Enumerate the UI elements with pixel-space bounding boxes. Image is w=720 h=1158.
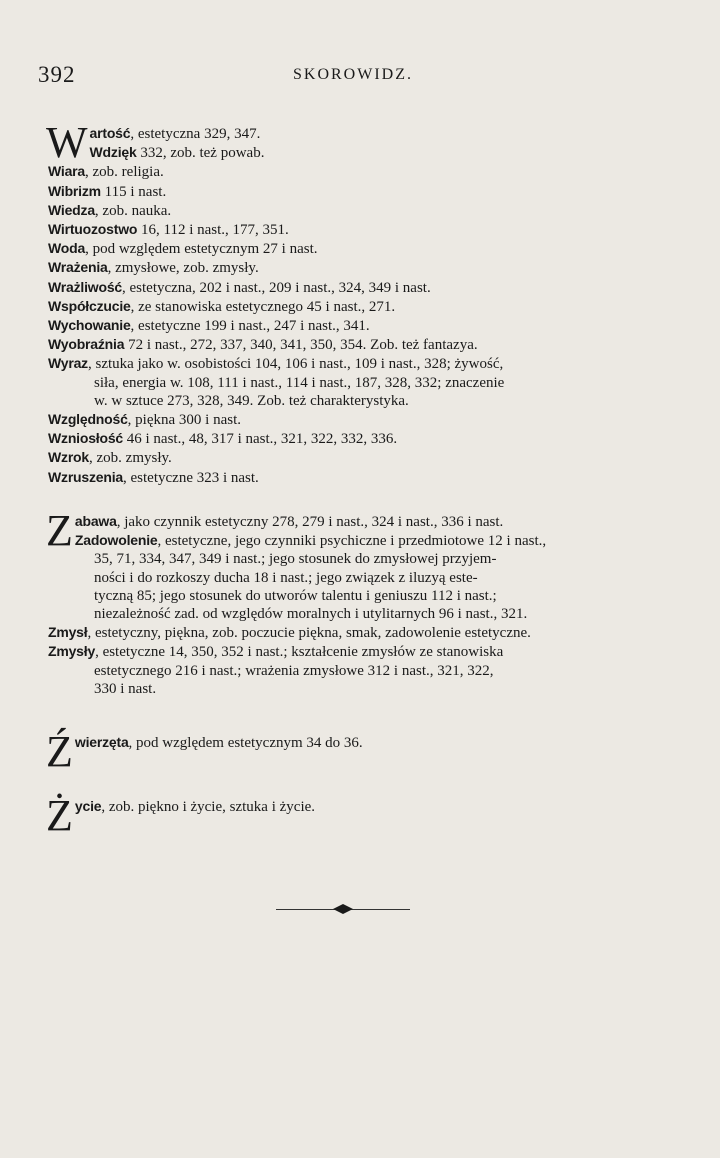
index-entry bbox=[46, 791, 648, 840]
index-entry bbox=[48, 642, 648, 698]
rule-ornament-icon bbox=[333, 904, 353, 914]
entry-text: 16, 112 i nast., 177, 351. bbox=[137, 222, 289, 239]
entry-text: , pod względem estetycznym 34 do 36. bbox=[128, 735, 363, 751]
entry-headword: Wzruszenia bbox=[48, 468, 124, 485]
entry-text: , estetyczne, jego czynniki psychiczne i przedmiotowe 12 i nast., bbox=[157, 533, 547, 550]
entry-headword: Współczucie bbox=[48, 297, 131, 314]
entry-headword: Woda bbox=[48, 240, 86, 257]
page-header bbox=[38, 62, 668, 92]
entry-headword: Wrażliwość bbox=[48, 278, 122, 295]
index-entry bbox=[48, 143, 648, 162]
index-entry bbox=[48, 448, 648, 467]
entry-text: 46 i nast., 48, 317 i nast., 321, 322, 332, 336. bbox=[123, 431, 398, 448]
entry-text: , zob. piękno i życie, sztuka i życie. bbox=[101, 799, 316, 815]
drop-initial: Ż bbox=[46, 791, 73, 840]
index-entry bbox=[48, 531, 648, 623]
index-entry bbox=[46, 727, 648, 776]
entry-text: , zmysłowe, zob. zmysły. bbox=[107, 260, 259, 277]
entry-text: , sztuka jako w. osobistości 104, 106 i nast., 109 i nast., 328; żywość, bbox=[87, 356, 504, 373]
entry-continuation: tyczną 85; jego stosunek do utworów talentu i geniuszu 112 i nast.; bbox=[94, 587, 497, 604]
entry-headword: Zadowolenie bbox=[74, 532, 158, 549]
index-entry bbox=[48, 354, 648, 410]
entry-headword: Wychowanie bbox=[48, 317, 131, 334]
entry-headword: Wirtuozostwo bbox=[48, 221, 138, 238]
index-entry bbox=[48, 623, 648, 642]
entry-headword: Zmysł bbox=[48, 624, 88, 641]
entry-text: 115 i nast. bbox=[100, 183, 167, 200]
entry-headword: Względność bbox=[48, 411, 128, 428]
entry-text: , jako czynnik estetyczny 278, 279 i nast., 324 i nast., 336 i nast. bbox=[116, 514, 504, 530]
entry-text: , estetyczne 323 i nast. bbox=[123, 469, 259, 486]
index-section-w bbox=[46, 118, 648, 487]
entry-headword: Zmysły bbox=[48, 643, 96, 660]
entry-text: , zob. nauka. bbox=[94, 202, 172, 219]
index-entry bbox=[48, 278, 648, 297]
entry-continuation: siła, energia w. 108, 111 i nast., 114 i nast., 187, 328, 332; znaczenie bbox=[94, 374, 505, 391]
entry-headword: wierzęta bbox=[74, 734, 129, 750]
entry-text: , zob. religia. bbox=[85, 164, 164, 181]
entry-headword: ycie bbox=[74, 798, 102, 814]
entry-text: , pod względem estetycznym 27 i nast. bbox=[85, 241, 318, 258]
entry-continuation: 35, 71, 334, 347, 349 i nast.; jego stosunek do zmysłowej przyjem- bbox=[94, 551, 497, 568]
index-entry bbox=[48, 410, 648, 429]
entry-continuation: 330 i nast. bbox=[94, 680, 157, 697]
entry-headword: Wiedza bbox=[48, 201, 95, 218]
entry-continuation: estetycznego 216 i nast.; wrażenia zmysłowe 312 i nast., 321, 322, bbox=[94, 662, 494, 679]
entry-continuation: w. w sztuce 273, 328, 349. Zob. też charakterystyka. bbox=[94, 392, 409, 409]
index-entry bbox=[48, 468, 648, 487]
drop-initial: W bbox=[46, 118, 88, 167]
entry-text: , estetyczne 199 i nast., 247 i nast., 341. bbox=[130, 318, 370, 335]
index-entry bbox=[48, 316, 648, 335]
running-head: SKOROWIDZ. bbox=[293, 66, 413, 83]
entry-continuation: ności i do rozkoszy ducha 18 i nast.; jego związek z iluzyą este- bbox=[94, 569, 478, 586]
page-number: 392 bbox=[38, 62, 76, 87]
index-entry bbox=[48, 162, 648, 181]
drop-initial: Ź bbox=[46, 727, 73, 776]
index-entry bbox=[48, 182, 648, 201]
entry-text: , estetyczna 329, 347. bbox=[130, 126, 261, 142]
index-entry bbox=[48, 335, 648, 354]
index-section-z bbox=[46, 506, 648, 698]
entry-headword: Wyraz bbox=[48, 355, 88, 372]
entry-text: , piękna 300 i nast. bbox=[127, 412, 241, 429]
drop-initial: Z bbox=[46, 506, 73, 555]
entry-continuation: niezależność zad. od względów moralnych i utylitarnych 96 i nast., 321. bbox=[94, 606, 528, 623]
entry-text: , zob. zmysły. bbox=[89, 450, 172, 467]
entry-headword: Wzrok bbox=[48, 449, 90, 466]
entry-headword: Wdzięk bbox=[89, 144, 137, 161]
index-entry bbox=[48, 239, 648, 258]
entry-headword: Wibrizm bbox=[48, 182, 101, 199]
entry-text: , ze stanowiska estetycznego 45 i nast., 271. bbox=[130, 298, 396, 315]
index-section-zy bbox=[46, 791, 648, 840]
entry-headword: Wrażenia bbox=[48, 259, 108, 276]
entry-headword: abawa bbox=[74, 513, 117, 529]
entry-headword: Wiara bbox=[48, 163, 86, 180]
entry-headword: Wzniosłość bbox=[48, 430, 124, 447]
entry-headword: artość bbox=[89, 125, 131, 141]
index-entry bbox=[48, 258, 648, 277]
index-entry bbox=[48, 297, 648, 316]
entry-text: 332, zob. też powab. bbox=[136, 145, 265, 162]
entry-text: 72 i nast., 272, 337, 340, 341, 350, 354. Zob. też fantazya. bbox=[124, 337, 478, 354]
entry-text: , estetyczna, 202 i nast., 209 i nast., 324, 349 i nast. bbox=[122, 279, 431, 296]
index-entry bbox=[48, 429, 648, 448]
entry-text: , estetyczny, piękna, zob. poczucie piękna, smak, zadowolenie estetyczne. bbox=[87, 625, 531, 642]
entry-text: , estetyczne 14, 350, 352 i nast.; kształcenie zmysłów ze stanowiska bbox=[95, 644, 504, 661]
entry-headword: Wyobraźnia bbox=[48, 336, 125, 353]
index-entry bbox=[48, 201, 648, 220]
index-entry bbox=[48, 220, 648, 239]
index-section-zi bbox=[46, 727, 648, 776]
